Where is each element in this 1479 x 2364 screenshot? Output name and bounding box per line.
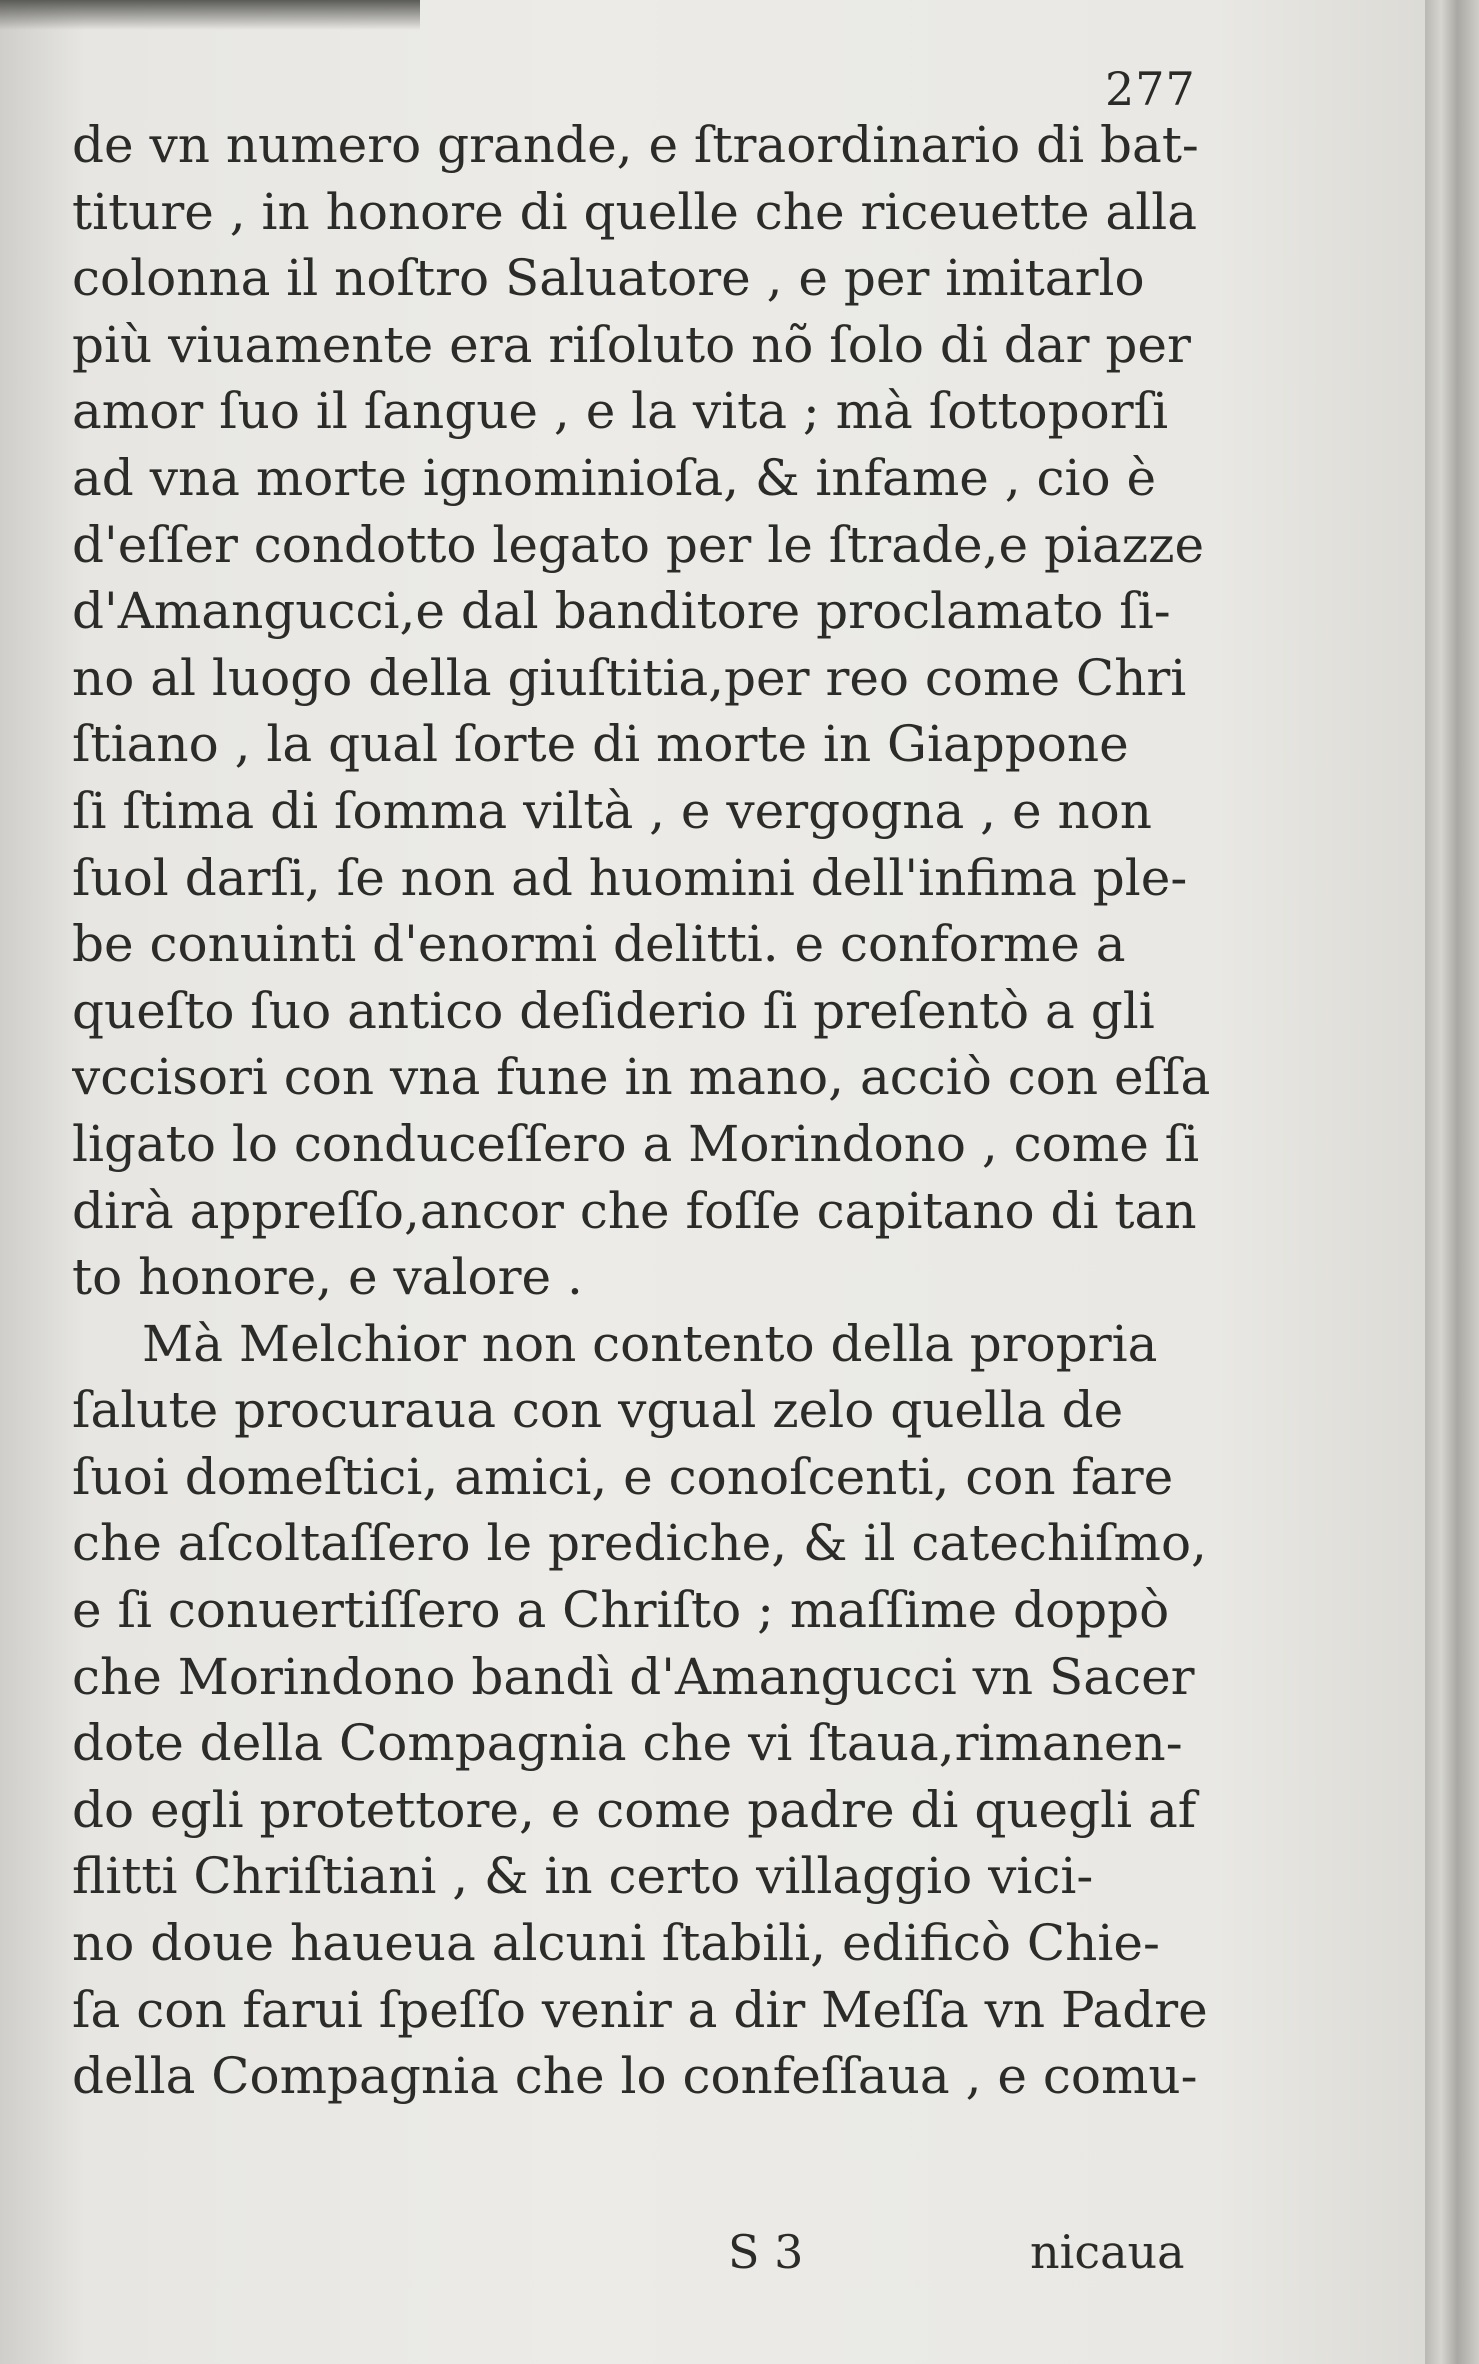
body-text <box>72 112 1282 2110</box>
text-line: ſuol darſi, ſe non ad huomini dell'infima ple- <box>72 848 1188 907</box>
text-line: che aſcoltaſſero le prediche, & il catechiſmo, <box>72 1514 1207 1573</box>
text-line: ſalute procuraua con vgual zelo quella de <box>72 1381 1124 1440</box>
paragraph-start-line: Mà Melchior non contento della propria <box>142 1314 1158 1373</box>
text-line: ſi ſtima di ſomma viltà , e vergogna , e non <box>72 781 1152 840</box>
text-line: più viuamente era riſoluto nõ ſolo di dar per <box>72 315 1191 374</box>
text-line: dirà appreſſo,ancor che foſſe capitano di tan <box>72 1181 1197 1240</box>
text-line: della Compagnia che lo confeſſaua , e comu- <box>72 2047 1198 2106</box>
text-line: ad vna morte ignominioſa, & infame , cio è <box>72 448 1157 507</box>
text-line: to honore, e valore . <box>72 1248 583 1307</box>
text-line: de vn numero grande, e ſtraordinario di bat- <box>72 116 1199 174</box>
text-line: be conuinti d'enormi delitti. e conforme a <box>72 915 1126 974</box>
text-line: d'Amangucci,e dal banditore proclamato ſi- <box>72 582 1171 641</box>
text-line: ſuoi domeſtici, amici, e conoſcenti, con fare <box>72 1447 1174 1506</box>
text-line: che Morindono bandì d'Amangucci vn Sacer <box>72 1647 1195 1706</box>
text-line: ſtiano , la qual ſorte di morte in Giappone <box>72 715 1129 774</box>
text-line: titure , in honore di quelle che riceuette alla <box>72 182 1198 241</box>
text-line: colonna il noſtro Saluatore , e per imitarlo <box>72 249 1145 308</box>
text-line: no al luogo della giuſtitia,per reo come Chri <box>72 648 1187 707</box>
page-footer <box>0 2225 1425 2295</box>
text-line: no doue haueua alcuni ſtabili, edificò Chie- <box>72 1914 1160 1973</box>
text-line: do egli protettore, e come padre di quegli af <box>72 1780 1197 1839</box>
catchword: nicaua <box>1030 2225 1185 2279</box>
text-line: queſto ſuo antico deſiderio ſi preſentò a gli <box>72 981 1155 1040</box>
book-fore-edge <box>1425 0 1479 2364</box>
text-line: amor ſuo il ſangue , e la vita ; mà ſottoporſi <box>72 382 1169 441</box>
text-line: dote della Compagnia che vi ſtaua,rimanen- <box>72 1714 1183 1773</box>
text-line: e ſi conuertiſſero a Chriſto ; maſſime doppò <box>72 1581 1170 1640</box>
signature-mark: S 3 <box>728 2225 804 2279</box>
page-number: 277 <box>1105 62 1196 116</box>
text-line: flitti Chriſtiani , & in certo villaggio vici- <box>72 1847 1094 1906</box>
scan-shadow <box>0 0 420 30</box>
text-line: ſa con farui ſpeſſo venir a dir Meſſa vn Padre <box>72 1980 1208 2039</box>
text-line: ligato lo conduceſſero a Morindono , come ſi <box>72 1114 1200 1173</box>
text-line: d'eſſer condotto legato per le ſtrade,e piazze <box>72 515 1205 574</box>
text-line: vccisori con vna fune in mano, acciò con eſſa <box>72 1048 1211 1107</box>
